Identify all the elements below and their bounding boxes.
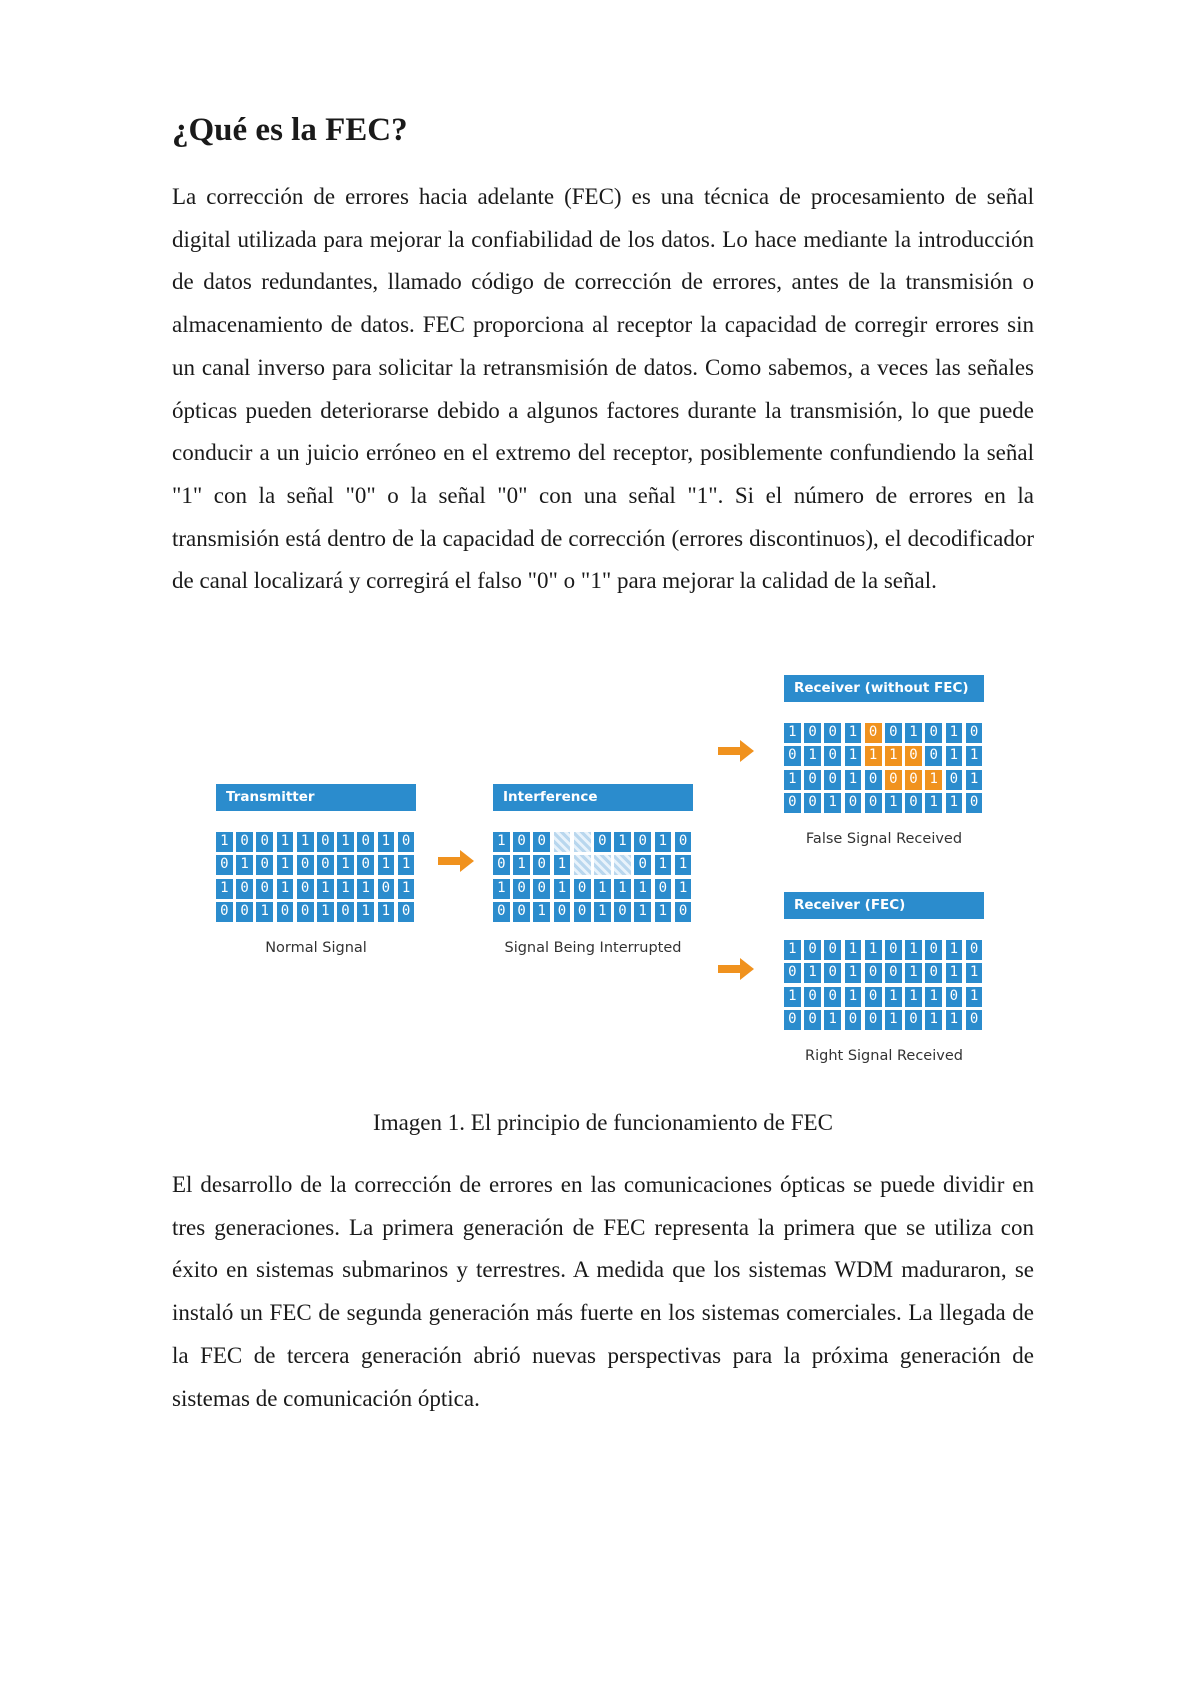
bit-cell: 1 [804, 963, 821, 983]
bit-cell: 0 [675, 902, 692, 922]
receiver-fec-title: Receiver (FEC) [784, 892, 984, 919]
arrow-right-icon [716, 738, 756, 764]
bit-cell: 0 [885, 940, 902, 960]
transmitter-title: Transmitter [216, 784, 416, 811]
bit-cell: 1 [675, 855, 692, 875]
bit-cell: 1 [554, 879, 571, 899]
bit-cell: 0 [277, 902, 294, 922]
bit-cell: 0 [675, 832, 692, 852]
bit-cell: 0 [297, 879, 314, 899]
bit-cell: 1 [946, 1010, 963, 1030]
bit-cell: 0 [824, 940, 841, 960]
bit-cell: 0 [804, 987, 821, 1007]
bit-cell: 0 [905, 1010, 922, 1030]
bit-cell: 1 [966, 746, 983, 766]
bit-cell: 0 [256, 832, 273, 852]
bit-cell: 1 [277, 879, 294, 899]
bit-cell: 1 [337, 832, 354, 852]
bit-cell: 0 [966, 723, 983, 743]
bit-cell: 0 [614, 902, 631, 922]
bit-cell: 1 [885, 987, 902, 1007]
bit-cell: 1 [885, 793, 902, 813]
bit-cell: 1 [655, 832, 672, 852]
bit-cell: 0 [865, 793, 882, 813]
bit-cell: 1 [634, 879, 651, 899]
bit-cell: 0 [513, 832, 530, 852]
bit-cell: 1 [845, 963, 862, 983]
bit-cell: 1 [885, 1010, 902, 1030]
bit-cell: 0 [297, 855, 314, 875]
bit-cell: 0 [398, 832, 415, 852]
bit-cell: 0 [824, 987, 841, 1007]
bit-cell [554, 832, 571, 852]
receiver-without-fec-title: Receiver (without FEC) [784, 675, 984, 702]
bit-cell: 0 [804, 723, 821, 743]
bit-cell: 0 [925, 723, 942, 743]
bit-cell: 0 [236, 879, 253, 899]
transmitter-panel [216, 784, 416, 956]
interference-bit-grid [493, 832, 693, 922]
interference-caption: Signal Being Interrupted [504, 939, 682, 956]
bit-cell: 0 [885, 963, 902, 983]
bit-cell [614, 855, 631, 875]
bit-cell: 1 [357, 879, 374, 899]
bit-cell: 0 [925, 940, 942, 960]
bit-cell: 1 [845, 770, 862, 790]
bit-cell: 0 [513, 879, 530, 899]
bit-cell: 0 [256, 879, 273, 899]
bit-cell: 1 [398, 879, 415, 899]
bit-cell: 1 [655, 855, 672, 875]
bit-cell: 1 [378, 832, 395, 852]
bit-cell: 1 [905, 723, 922, 743]
bit-cell: 1 [317, 902, 334, 922]
arrow-right-icon [436, 848, 476, 874]
bit-cell: 1 [946, 963, 963, 983]
receiver-fec-panel [784, 892, 984, 1064]
bit-cell: 0 [784, 793, 801, 813]
bit-cell: 1 [905, 963, 922, 983]
bit-cell: 0 [925, 746, 942, 766]
bit-cell: 0 [865, 723, 882, 743]
bit-cell: 1 [398, 855, 415, 875]
bit-cell: 1 [784, 987, 801, 1007]
bit-cell: 0 [216, 855, 233, 875]
bit-cell: 0 [865, 770, 882, 790]
generations-paragraph: El desarrollo de la corrección de errores en las comunicaciones ópticas se puede dividir en tres generaciones. La primera generación de FEC representa la primera que se utiliza con éxito en sistemas submarinos y terrestres. A medida que los sistemas WDM maduraron, se instaló un FEC de segunda generación más fuerte en los sistemas comerciales. La llegada de la FEC de tercera generación abrió nuevas perspectivas para la próxima generación de sistemas de comunicación óptica. [172, 1172, 1034, 1411]
bit-cell: 1 [493, 832, 510, 852]
bit-cell: 1 [804, 746, 821, 766]
bit-cell: 0 [236, 832, 253, 852]
transmitter-caption: Normal Signal [265, 939, 367, 956]
bit-cell: 1 [966, 770, 983, 790]
bit-cell: 1 [256, 902, 273, 922]
bit-cell: 0 [378, 879, 395, 899]
bit-cell: 0 [946, 770, 963, 790]
bit-cell: 1 [357, 902, 374, 922]
bit-cell: 1 [905, 940, 922, 960]
interference-panel [493, 784, 693, 956]
figure-caption: Imagen 1. El principio de funcionamiento de FEC [373, 1110, 833, 1135]
interference-title: Interference [493, 784, 693, 811]
bit-cell: 0 [574, 902, 591, 922]
bit-cell: 1 [905, 987, 922, 1007]
bit-cell: 0 [784, 963, 801, 983]
bit-cell: 1 [824, 1010, 841, 1030]
intro-paragraph: La corrección de errores hacia adelante (FEC) es una técnica de procesamiento de señal digital utilizada para mejorar la confiabilidad de los datos. Lo hace mediante la introducción de datos redundantes, llamado código de corrección de errores, antes de la transmisión o almacenamiento de datos. FEC proporciona al receptor la capacidad de corregir errores sin un canal inverso para solicitar la retransmisión de datos. Como sabemos, a veces las señales ópticas pueden deteriorarse debido a algunos factores durante la transmisión, lo que puede conducir a un juicio erróneo en el extremo del receptor, posiblemente confundiendo la señal "1" con la señal "0" o la señal "0" con una señal "1". Si el número de errores en la transmisión está dentro de la capacidad de corrección (errores discontinuos), el decodificador de canal localizará y corregirá el falso "0" o "1" para mejorar la calidad de la señal. [172, 184, 1034, 594]
bit-cell: 1 [533, 902, 550, 922]
bit-cell: 0 [317, 832, 334, 852]
bit-cell: 0 [216, 902, 233, 922]
receiver-fec-caption: Right Signal Received [805, 1047, 963, 1064]
bit-cell: 0 [845, 793, 862, 813]
bit-cell: 0 [885, 723, 902, 743]
bit-cell: 1 [966, 987, 983, 1007]
arrow-right-icon [716, 956, 756, 982]
bit-cell [594, 855, 611, 875]
bit-cell: 0 [804, 793, 821, 813]
bit-cell: 1 [784, 723, 801, 743]
bit-cell: 1 [845, 987, 862, 1007]
bit-cell: 1 [845, 940, 862, 960]
bit-cell: 0 [865, 1010, 882, 1030]
bit-cell: 1 [513, 855, 530, 875]
bit-cell: 0 [297, 902, 314, 922]
bit-cell: 0 [804, 1010, 821, 1030]
bit-cell: 0 [845, 1010, 862, 1030]
bit-cell: 0 [256, 855, 273, 875]
bit-cell: 0 [655, 879, 672, 899]
bit-cell: 1 [236, 855, 253, 875]
bit-cell: 0 [966, 940, 983, 960]
bit-cell: 0 [804, 940, 821, 960]
bit-cell: 1 [784, 770, 801, 790]
bit-cell: 1 [925, 770, 942, 790]
bit-cell: 1 [784, 940, 801, 960]
bit-cell: 0 [634, 832, 651, 852]
receiver-without-fec-caption: False Signal Received [805, 830, 963, 847]
bit-cell: 1 [865, 940, 882, 960]
bit-cell: 1 [845, 746, 862, 766]
bit-cell: 0 [946, 987, 963, 1007]
bit-cell: 0 [925, 963, 942, 983]
receiver-without-fec-panel [784, 675, 984, 847]
section-heading: ¿Qué es la FEC? [172, 112, 408, 148]
bit-cell: 0 [493, 902, 510, 922]
bit-cell: 1 [614, 832, 631, 852]
bit-cell: 1 [378, 855, 395, 875]
bit-cell: 0 [784, 1010, 801, 1030]
bit-cell: 1 [493, 879, 510, 899]
bit-cell: 1 [885, 746, 902, 766]
bit-cell: 0 [865, 963, 882, 983]
bit-cell: 0 [824, 746, 841, 766]
bit-cell: 1 [925, 793, 942, 813]
bit-cell: 0 [865, 987, 882, 1007]
bit-cell: 1 [378, 902, 395, 922]
bit-cell: 1 [277, 832, 294, 852]
bit-cell: 1 [297, 832, 314, 852]
bit-cell: 0 [905, 770, 922, 790]
bit-cell: 1 [824, 793, 841, 813]
bit-cell: 1 [216, 879, 233, 899]
bit-cell: 0 [824, 770, 841, 790]
bit-cell: 1 [337, 879, 354, 899]
bit-cell: 1 [614, 879, 631, 899]
bit-cell: 0 [513, 902, 530, 922]
bit-cell: 0 [533, 855, 550, 875]
bit-cell: 0 [398, 902, 415, 922]
bit-cell: 0 [594, 832, 611, 852]
bit-cell: 1 [594, 902, 611, 922]
bit-cell: 1 [317, 879, 334, 899]
bit-cell: 0 [533, 879, 550, 899]
bit-cell: 1 [966, 963, 983, 983]
bit-cell: 0 [905, 746, 922, 766]
bit-cell: 1 [216, 832, 233, 852]
bit-cell: 0 [236, 902, 253, 922]
bit-cell: 0 [357, 832, 374, 852]
bit-cell: 0 [966, 1010, 983, 1030]
bit-cell: 0 [634, 855, 651, 875]
bit-cell: 0 [905, 793, 922, 813]
bit-cell: 1 [675, 879, 692, 899]
bit-cell: 1 [845, 723, 862, 743]
bit-cell: 0 [533, 832, 550, 852]
transmitter-bit-grid [216, 832, 416, 922]
bit-cell: 0 [357, 855, 374, 875]
bit-cell: 1 [277, 855, 294, 875]
bit-cell [574, 855, 591, 875]
receiver-without-fec-bit-grid [784, 723, 984, 813]
bit-cell: 1 [655, 902, 672, 922]
bit-cell: 1 [925, 1010, 942, 1030]
bit-cell: 1 [946, 940, 963, 960]
receiver-fec-bit-grid [784, 940, 984, 1030]
bit-cell: 1 [554, 855, 571, 875]
bit-cell: 1 [946, 746, 963, 766]
bit-cell: 0 [337, 902, 354, 922]
bit-cell: 0 [493, 855, 510, 875]
bit-cell: 1 [946, 793, 963, 813]
bit-cell: 0 [784, 746, 801, 766]
bit-cell: 0 [317, 855, 334, 875]
bit-cell: 0 [966, 793, 983, 813]
bit-cell: 0 [804, 770, 821, 790]
bit-cell: 0 [574, 879, 591, 899]
bit-cell: 0 [824, 963, 841, 983]
bit-cell: 1 [337, 855, 354, 875]
bit-cell: 1 [634, 902, 651, 922]
bit-cell: 0 [554, 902, 571, 922]
bit-cell: 1 [946, 723, 963, 743]
bit-cell [574, 832, 591, 852]
bit-cell: 1 [594, 879, 611, 899]
bit-cell: 1 [925, 987, 942, 1007]
bit-cell: 0 [885, 770, 902, 790]
bit-cell: 0 [824, 723, 841, 743]
bit-cell: 1 [865, 746, 882, 766]
